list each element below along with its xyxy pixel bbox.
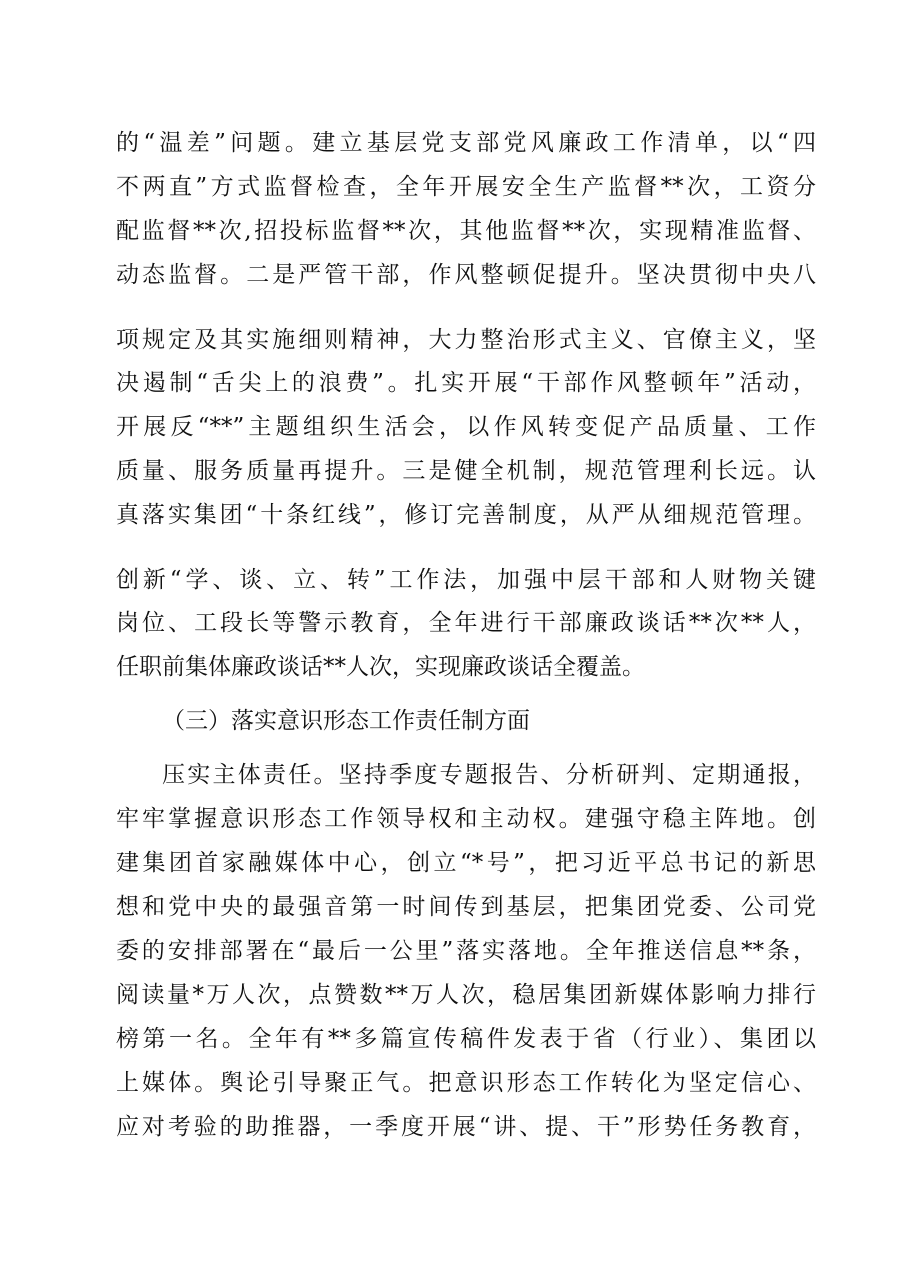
paragraph-line: 压实主体责任。坚持季度专题报告、分析研判、定期通报， — [162, 762, 816, 788]
paragraph-line: 榜第一名。全年有**多篇宣传稿件发表于省（行业）、集团以 — [116, 1026, 816, 1052]
section-heading: （三）落实意识形态工作责任制方面 — [162, 708, 530, 734]
paragraph-line: 岗位、工段长等警示教育，全年进行干部廉政谈话**次**人， — [116, 610, 816, 636]
paragraph-line: 真落实集团“十条红线”，修订完善制度，从严从细规范管理。 — [116, 502, 816, 528]
paragraph-line: 建集团首家融媒体中心，创立“*号”，把习近平总书记的新思 — [116, 850, 816, 876]
paragraph-line: 项规定及其实施细则精神，大力整治形式主义、官僚主义，坚 — [116, 327, 816, 353]
paragraph-line: 任职前集体廉政谈话**人次，实现廉政谈话全覆盖。 — [116, 654, 645, 680]
paragraph-line: 牢牢掌握意识形态工作领导权和主动权。建强守稳主阵地。创 — [116, 806, 816, 832]
paragraph-line: 动态监督。二是严管干部，作风整顿促提升。坚决贯彻中央八 — [116, 262, 816, 288]
paragraph-line: 阅读量*万人次，点赞数**万人次，稳居集团新媒体影响力排行 — [116, 982, 816, 1008]
paragraph-line: 配监督**次,招投标监督**次，其他监督**次，实现精准监督、 — [116, 218, 816, 244]
paragraph-line: 想和党中央的最强音第一时间传到基层，把集团党委、公司党 — [116, 894, 816, 920]
paragraph-line: 应对考验的助推器，一季度开展“讲、提、干”形势任务教育， — [116, 1114, 816, 1140]
paragraph-line: 创新“学、谈、立、转”工作法，加强中层干部和人财物关键 — [116, 567, 816, 593]
paragraph-line: 不两直”方式监督检查，全年开展安全生产监督**次，工资分 — [116, 174, 816, 200]
paragraph-line: 质量、服务质量再提升。三是健全机制，规范管理利长远。认 — [116, 458, 816, 484]
paragraph-line: 委的安排部署在“最后一公里”落实落地。全年推送信息**条， — [116, 938, 816, 964]
paragraph-line: 上媒体。舆论引导聚正气。把意识形态工作转化为坚定信心、 — [116, 1070, 816, 1096]
paragraph-line: 开展反“**”主题组织生活会，以作风转变促产品质量、工作 — [116, 414, 816, 440]
paragraph-line: 决遏制“舌尖上的浪费”。扎实开展“干部作风整顿年”活动， — [116, 370, 816, 396]
paragraph-line: 的“温差”问题。建立基层党支部党风廉政工作清单，以“四 — [116, 130, 816, 156]
